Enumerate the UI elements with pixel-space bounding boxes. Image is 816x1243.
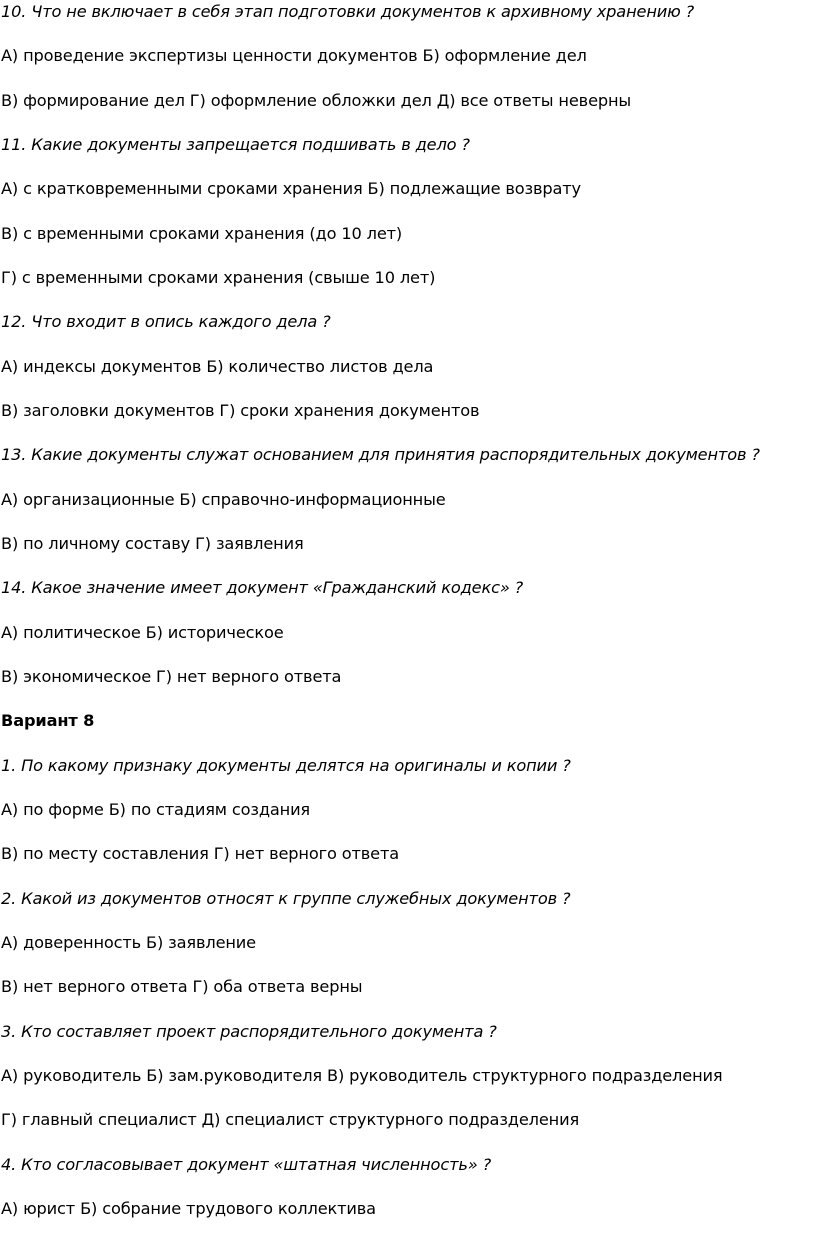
- answer-text: А) юрист Б) собрание трудового коллектива: [1, 1199, 376, 1218]
- answer-text: А) руководитель Б) зам.руководителя В) руководитель структурного подразделения: [1, 1066, 723, 1085]
- answer-text: В) формирование дел Г) оформление обложки дел Д) все ответы неверны: [1, 91, 632, 110]
- question-text: 11. Какие документы запрещается подшивать в дело ?: [1, 135, 470, 154]
- answer-text: В) экономическое Г) нет верного ответа: [1, 667, 342, 686]
- answer-text: А) организационные Б) справочно-информационные: [1, 490, 446, 509]
- question-text: 4. Кто согласовывает документ «штатная численность» ?: [1, 1155, 492, 1174]
- question-text: 14. Какое значение имеет документ «Гражданский кодекс» ?: [1, 578, 524, 597]
- answer-text: А) по форме Б) по стадиям создания: [1, 800, 311, 819]
- answer-text: В) нет верного ответа Г) оба ответа верны: [1, 977, 363, 996]
- question-text: 3. Кто составляет проект распорядительного документа ?: [1, 1022, 497, 1041]
- answer-text: В) по месту составления Г) нет верного ответа: [1, 844, 400, 863]
- answer-text: А) политическое Б) историческое: [1, 623, 284, 642]
- answer-text: А) проведение экспертизы ценности документов Б) оформление дел: [1, 46, 587, 65]
- question-text: 12. Что входит в опись каждого дела ?: [1, 312, 331, 331]
- question-text: 1. По какому признаку документы делятся на оригиналы и копии ?: [1, 756, 571, 775]
- answer-text: А) индексы документов Б) количество листов дела: [1, 357, 434, 376]
- section-heading: Вариант 8: [1, 711, 95, 730]
- answer-text: Г) главный специалист Д) специалист структурного подразделения: [1, 1110, 580, 1129]
- answer-text: А) доверенность Б) заявление: [1, 933, 256, 952]
- question-text: 13. Какие документы служат основанием для принятия распорядительных документов ?: [1, 445, 760, 464]
- question-text: 10. Что не включает в себя этап подготовки документов к архивному хранению ?: [1, 2, 695, 21]
- answer-text: А) с кратковременными сроками хранения Б) подлежащие возврату: [1, 179, 581, 198]
- answer-text: Г) с временными сроками хранения (свыше 10 лет): [1, 268, 436, 287]
- answer-text: В) заголовки документов Г) сроки хранения документов: [1, 401, 480, 420]
- answer-text: В) по личному составу Г) заявления: [1, 534, 304, 553]
- question-text: 2. Какой из документов относят к группе служебных документов ?: [1, 889, 571, 908]
- answer-text: В) с временными сроками хранения (до 10 лет): [1, 224, 403, 243]
